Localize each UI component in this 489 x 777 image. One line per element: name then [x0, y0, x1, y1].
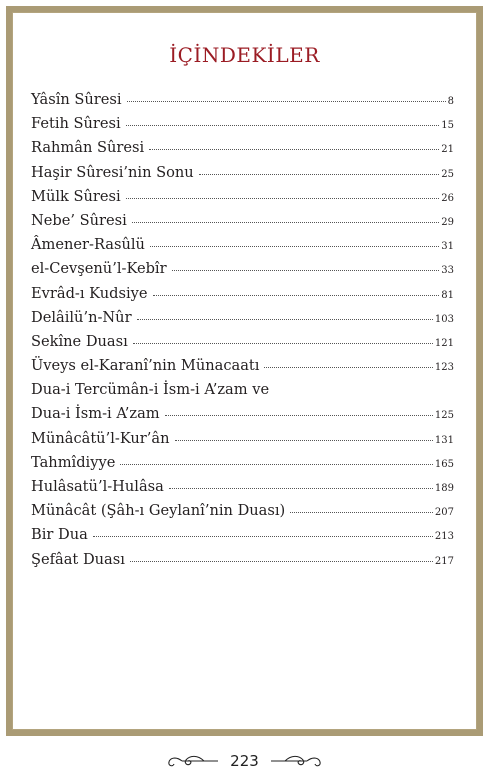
toc-entry-label: Yâsîn Sûresi [31, 91, 122, 108]
dot-leader [199, 173, 440, 175]
toc-entry-label: Şefâat Duası [31, 550, 125, 568]
dot-leader [175, 439, 433, 441]
toc-entry-label: Üveys el-Karanî’nin Münacaatı [31, 357, 260, 375]
toc-entry-label: Âmener-Rasûlü [31, 236, 145, 254]
toc-entry-page: 33 [441, 265, 454, 277]
dot-leader [126, 197, 440, 199]
toc-entry-page: 189 [434, 483, 454, 494]
left-flourish-icon [164, 752, 220, 770]
toc-entry[interactable] [31, 333, 454, 357]
dot-leader [264, 366, 432, 368]
toc-entry-label: Tahmîdiyye [31, 453, 116, 471]
toc-entry-label: Dua-i İsm-i A’zam [31, 405, 160, 423]
toc-entry[interactable] [31, 502, 454, 526]
toc-entry-page: 125 [434, 410, 454, 422]
toc-entry[interactable] [31, 309, 454, 333]
toc-entry-page: 25 [441, 168, 454, 180]
toc-entry-label: Dua-i Tercümân-i İsm-i A’zam ve [31, 381, 270, 399]
toc-entry[interactable] [31, 139, 454, 163]
dot-leader [120, 463, 433, 465]
toc-entry-page: 165 [434, 458, 454, 470]
toc-entry-continued[interactable] [31, 381, 454, 405]
toc-entry-label: Münâcâtü’l-Kur’ân [31, 429, 170, 447]
toc-entry[interactable] [31, 285, 454, 309]
toc-entry-page: 217 [434, 555, 454, 567]
toc-entry[interactable] [31, 454, 454, 478]
toc-entry[interactable] [31, 212, 454, 236]
dot-leader [165, 414, 433, 416]
toc-entry-label: Fetih Sûresi [31, 115, 121, 133]
toc-entry-label: Nebe’ Sûresi [31, 211, 127, 229]
page-content [12, 12, 477, 730]
page-footer [0, 748, 489, 774]
toc-entry-label: el-Cevşenü’l-Kebîr [31, 260, 167, 278]
dot-leader [127, 100, 446, 102]
page-number: 223 [230, 752, 259, 770]
toc-entry-label: Delâilü’n-Nûr [31, 308, 132, 326]
toc-entry-page: 207 [434, 507, 454, 519]
toc-entry[interactable] [31, 357, 454, 381]
dot-leader [93, 535, 433, 537]
toc-entry[interactable] [31, 164, 454, 188]
toc-entry-label: Sekîne Duası [31, 332, 128, 350]
page-frame [6, 6, 483, 736]
toc-entry-page: 29 [441, 216, 454, 228]
toc-entry-label: Bir Dua [31, 526, 88, 544]
toc-entry-page: 21 [441, 144, 454, 156]
page-title: İÇİNDEKİLER [169, 43, 320, 67]
dot-leader [132, 221, 439, 223]
dot-leader [149, 148, 439, 150]
dot-leader [133, 342, 433, 344]
toc-entry-page: 81 [441, 289, 454, 301]
toc-entry-page: 31 [441, 241, 454, 253]
dot-leader [150, 245, 439, 247]
toc-entry-page: 8 [447, 96, 454, 107]
toc-entry-label: Hulâsatü’l-Hulâsa [31, 478, 164, 495]
toc-entry-page: 103 [434, 313, 454, 325]
toc-entry-page: 15 [441, 120, 454, 132]
dot-leader [169, 487, 433, 489]
toc-entry[interactable] [31, 478, 454, 502]
toc-entry[interactable] [31, 405, 454, 429]
toc-entry-label: Haşir Sûresi’nin Sonu [31, 163, 194, 181]
toc-entry[interactable] [31, 260, 454, 284]
toc-entry-label: Münâcât (Şâh-ı Geylanî’nin Duası) [31, 502, 286, 520]
toc-entry[interactable] [31, 551, 454, 575]
toc-entry-label: Evrâd-ı Kudsiye [31, 284, 148, 302]
dot-leader [172, 269, 440, 271]
toc-entry[interactable] [31, 526, 454, 550]
toc-entry[interactable] [31, 430, 454, 454]
toc-entry[interactable] [31, 236, 454, 260]
toc-entry-page: 123 [434, 362, 454, 374]
toc-entry-page: 131 [434, 434, 454, 446]
toc-entry[interactable] [31, 188, 454, 212]
toc-entry-page: 26 [441, 192, 454, 204]
toc-entry-page: 213 [434, 531, 454, 543]
toc-entry-label: Rahmân Sûresi [31, 139, 145, 157]
dot-leader [290, 511, 433, 513]
dot-leader [126, 124, 440, 126]
table-of-contents [31, 91, 454, 575]
toc-entry-label: Mülk Sûresi [31, 187, 121, 205]
right-flourish-icon [269, 752, 325, 770]
toc-entry[interactable] [31, 91, 454, 115]
toc-entry-page: 121 [434, 337, 454, 349]
dot-leader [130, 560, 433, 562]
dot-leader [137, 318, 433, 320]
toc-entry[interactable] [31, 115, 454, 139]
dot-leader [153, 294, 440, 296]
